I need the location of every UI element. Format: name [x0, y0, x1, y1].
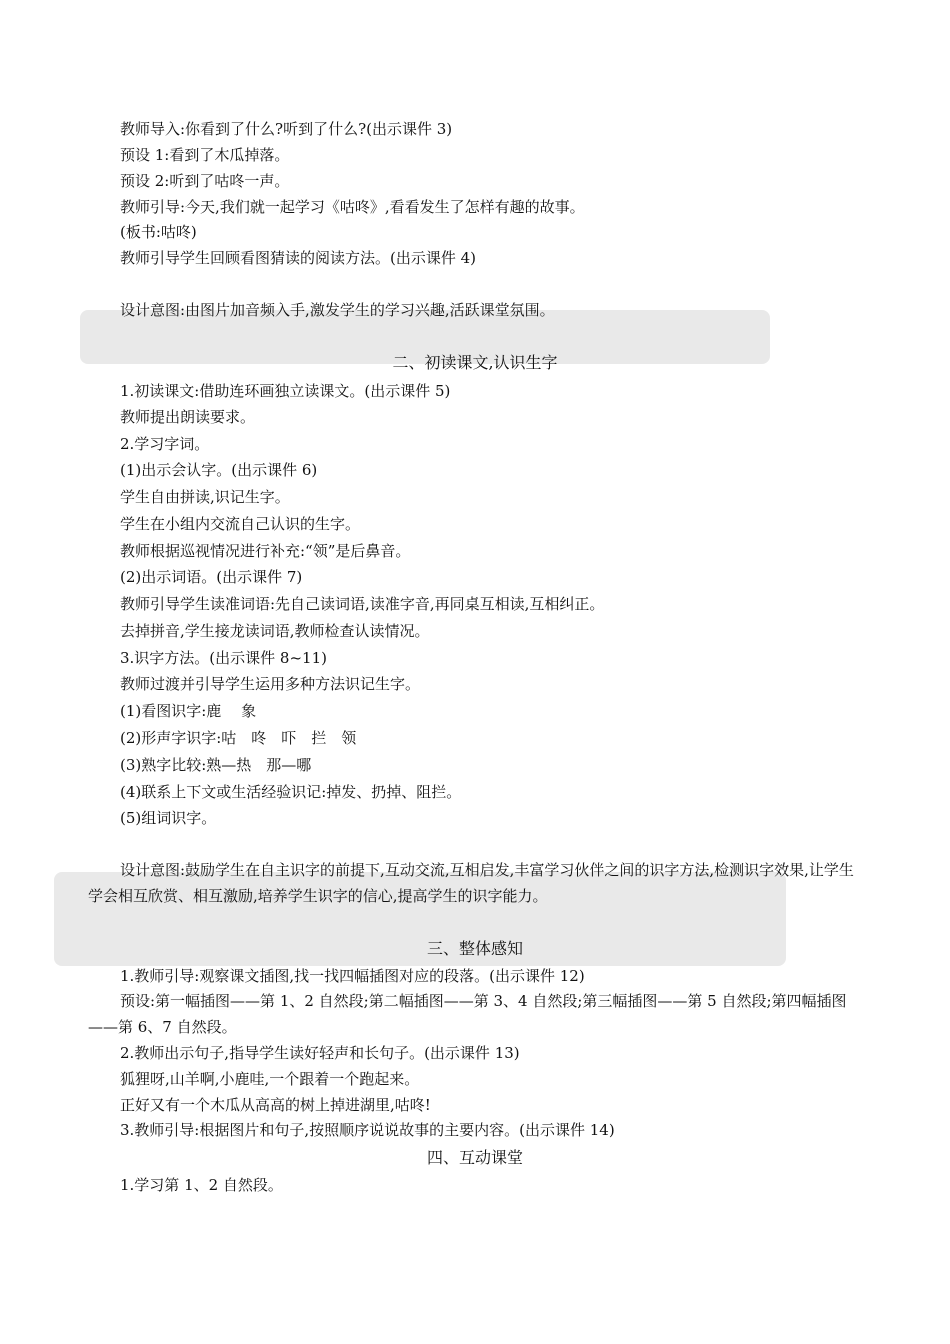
- design-intent-text: 设计意图:由图片加音频入手,激发学生的学习兴趣,活跃课堂氛围。: [120, 301, 555, 319]
- paragraph-line: 预设 1:看到了木瓜掉落。: [120, 146, 290, 164]
- paragraph-line: 2.学习字词。: [120, 435, 210, 453]
- section-heading: 三、整体感知: [426, 939, 523, 958]
- paragraph-line: 教师引导:今天,我们就一起学习《咕咚》,看看发生了怎样有趣的故事。: [120, 198, 585, 216]
- section-heading: 四、互动课堂: [426, 1148, 523, 1167]
- preset-paragraph: 预设:第一幅插图——第 1、2 自然段;第二幅插图——第 3、4 自然段;第三幅插图——第 5 自然段;第四幅插图——第 6、7 自然段。: [88, 992, 847, 1036]
- paragraph-line: 1.学习第 1、2 自然段。: [120, 1176, 283, 1194]
- paragraph-line: (板书:咕咚): [120, 223, 197, 241]
- paragraph-line: 去掉拼音,学生接龙读词语,教师检查认读情况。: [120, 622, 430, 640]
- paragraph-line: 预设 2:听到了咕咚一声。: [120, 172, 290, 190]
- paragraph-line: 1.初读课文:借助连环画独立读课文。(出示课件 5): [120, 382, 451, 400]
- paragraph-line: (4)联系上下文或生活经验识记:掉发、扔掉、阻拦。: [120, 783, 462, 801]
- paragraph-line: 教师提出朗读要求。: [120, 408, 256, 426]
- paragraph-line: 1.教师引导:观察课文插图,找一找四幅插图对应的段落。(出示课件 12): [120, 967, 585, 985]
- paragraph-line: 学生在小组内交流自己认识的生字。: [120, 515, 361, 533]
- paragraph-line: (2)形声字识字:咕 咚 吓 拦 领: [120, 729, 357, 747]
- paragraph-line: 2.教师出示句子,指导学生读好轻声和长句子。(出示课件 13): [120, 1044, 520, 1062]
- paragraph-line: 学生自由拼读,识记生字。: [120, 488, 290, 506]
- paragraph-line: (1)看图识字:鹿 象: [120, 702, 257, 720]
- paragraph-line: 教师根据巡视情况进行补充:“领”是后鼻音。: [120, 542, 411, 560]
- paragraph-line: 正好又有一个木瓜从高高的树上掉进湖里,咕咚!: [120, 1096, 431, 1114]
- paragraph-line: (3)熟字比较:熟—热 那—哪: [120, 756, 312, 774]
- paragraph-line: 教师过渡并引导学生运用多种方法识记生字。: [120, 675, 421, 693]
- paragraph-line: 教师引导学生读准词语:先自己读词语,读准字音,再同桌互相读,互相纠正。: [120, 595, 605, 613]
- paragraph-line: 3.教师引导:根据图片和句子,按照顺序说说故事的主要内容。(出示课件 14): [120, 1121, 615, 1139]
- paragraph-line: 教师引导学生回顾看图猜读的阅读方法。(出示课件 4): [120, 249, 477, 267]
- design-intent-text: 设计意图:鼓励学生在自主识字的前提下,互动交流,互相启发,丰富学习伙伴之间的识字方法,检测识字效果,让学生学会相互欣赏、相互激励,培养学生识字的信心,提高学生的识字能力。: [88, 861, 854, 905]
- paragraph-line: 3.识字方法。(出示课件 8~11): [120, 649, 327, 667]
- paragraph-line: (1)出示会认字。(出示课件 6): [120, 461, 318, 479]
- paragraph-line: (5)组词识字。: [120, 809, 217, 827]
- section-heading: 二、初读课文,认识生字: [392, 353, 558, 372]
- paragraph-line: 狐狸呀,山羊啊,小鹿哇,一个跟着一个跑起来。: [120, 1070, 420, 1088]
- paragraph-line: 教师导入:你看到了什么?听到了什么?(出示课件 3): [120, 120, 453, 138]
- paragraph-line: (2)出示词语。(出示课件 7): [120, 568, 303, 586]
